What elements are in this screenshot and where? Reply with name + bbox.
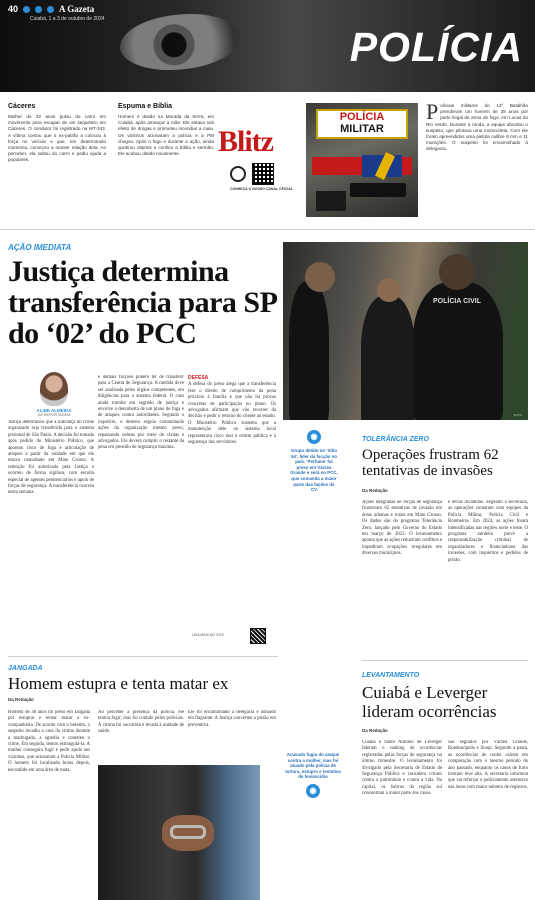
author-block [14,372,94,417]
article-column: Homem de 38 anos foi preso em Jangada por estuprar e tentar matar a ex-companheira. De acordo com o boletim, o suspeito invadiu a casa da vítima durante a madrugada, a agrediu e cometeu o crime. Em seguida, tentou estrangulá-la. A mulher conseguiu fugir e pedir ajuda aos vizinhos, que acionaram a Polícia Militar. O homem foi localizado horas depois, escondido em uma área de mata. [8,710,90,773]
camera-icon: ◉ [306,784,320,798]
article-column: e demais facções podem ter de transferir para a Centra de Segurança. A medida deve ser analisada pelos órgãos competentes, em diligências para o sistema federal. O caso ainda tramita em segredo de justiça e envolve a descoberta de um plano de fuga e de ataques contra autoridades. Segundo o inquérito, o detento seguia comandando ações da organização mesmo preso, repassando ordens por meio de visitas e advogados. Ele deverá cumprir o restante da pena em presídio de segurança máxima. [98,375,184,451]
brief-lucas [426,99,528,153]
blitz-note: CONHEÇA O NOSSO CANAL OFICIAL [230,187,294,191]
brief-text: Homem é detido na Morada da Serra, em Cuiabá, após ameaçar a mãe. Ele estava sob efeito de drogas e prometeu incendiar a casa. Os vizinhos acionaram a polícia e a PM chegou. Após o fogo e durante a ação, ainda quebrou objetos e confiou a bíblia e sermão. Ele acabou detido novamente. [118,114,214,157]
divider [362,660,528,661]
author-name: ALINE ALMEIDA [36,408,72,413]
article-column: são seguidos por Várzea Grande, Rondonópolis e Sinop. Segundo a pasta, as ocorrências de roubo caíram em comparação com o mesmo período do ano passado, enquanto os casos de furto tiveram leve alta. A secretaria informou que vai reforçar o policiamento ostensivo nas áreas com maior número de registros. [448,740,528,790]
article-column: Cuiabá e Santo Antônio de Leverger lideram o ranking de ocorrências registradas pelas forças de segurança no último trimestre. O levantamento foi divulgado pela Secretaria de Estado de Segurança Pública e considera crimes contra o patrimônio e contra a vida. Na capital, os bairros da região sul concentram a maior parte dos casos. [362,740,442,797]
byline: Da Redação [362,728,388,733]
brief-text: Mulher de 32 anos pulou do carro em movimento para escapar de um sequestro em Cáceres. O condutor foi registrado na MT-343. A vítima contou que o ex-patrão a colocou à força no veículo e que, em determinado momento, começou a manter relação dela. Ao perceber, ela saltou do carro e pediu ajuda a populares. [8,114,106,163]
brand-name: A Gazeta [59,4,95,14]
byline: Da Redação [362,488,388,493]
whatsapp-icon [230,166,246,182]
article-column: Ele foi encaminhado à delegacia e autuado em flagrante. A Justiça converteu a prisão em preventiva. [188,710,276,728]
officer-figure [289,282,329,420]
suspect-head [377,278,401,302]
story-kicker: AÇÃO IMEDIATA [8,243,72,252]
brief-espuma [118,103,214,157]
briefs-strip [0,95,535,230]
qr-code-icon[interactable] [252,163,274,185]
story-headline[interactable]: Cuiabá e Leverger lideram ocorrências [362,683,497,721]
suspect-figure [361,296,415,420]
defesa-label: DEFESA [188,375,209,381]
camera-icon: ◉ [307,430,321,444]
military-police-image [306,103,418,217]
story-headline[interactable]: Homem estupra e tenta matar ex [8,674,229,693]
page-number: 40 [8,4,19,14]
photo-credit: FOTO [513,413,522,417]
byline: Da Redação [8,697,34,702]
brief-caceres [8,103,106,164]
blitz-promo[interactable] [218,125,298,191]
divider [8,656,278,657]
officer-head [439,254,475,290]
brand-dot-icon [47,6,54,13]
qr-code-icon[interactable] [250,628,266,644]
blitz-logo: Blitz [218,125,273,158]
main-headline[interactable]: Justiça determina transferência para SP do ‘02’ do PCC [8,255,276,350]
story-kicker: TOLERÂNCIA ZERO [362,436,429,443]
ammo-image [316,191,346,211]
article-column: DEFESA A defesa do preso alega que a transferência fere o direito de cumprimento da pena próximo à família e que não há provas concretas de participação no plano. Os advogados afirmam que vão recorrer da decisão e pedir o retorno do cliente ao estado. O Ministério Público sustenta que a manutenção dele no sistema local representava risco real à ordem pública e à segurança dos servidores. [188,375,276,446]
drop-cap: P [426,99,439,124]
author-avatar [40,372,68,406]
section-title: POLÍCIA [349,24,523,70]
date-line: Cuiabá, 1 a 3 de outubro de 2024 [30,16,105,22]
handcuffs-photo [98,765,260,900]
brand-dot-icon [35,6,42,13]
author-role: DA REPORTAGEM [37,413,71,417]
eye-image [120,14,240,70]
vest-label: POLÍCIA CIVIL [433,298,481,305]
story-kicker: JANGADA [8,665,43,672]
brief-title: Espuma e Bíblia [118,103,173,110]
brief-text: Policiais militares do 12º Batalhão prenderam um homem de 28 anos por porte ilegal de arma de fogo, em Lucas do Rio Verde. Durante a ronda, a equipe abordou o suspeito, que pilotava uma motocicleta. Com ele foram apreendidos uma pistola calibre 9 mm e 11 munições. O suspeito foi encaminhado à delegacia. [426,99,528,152]
photo-caption: ◉ Grupo detido no ‘Sítio 64’, líder da facção no país. ‘Perfume’ foi preso em Várzea Grande e será no PCC, que comanda a maior parte das fações do CV [290,432,338,493]
brief-title: Cáceres [8,103,36,110]
article-column: Justiça determinou que a liderança do crime organizado seja transferida para o sistema prisional de São Paulo. A decisão foi tomada após pedido do Ministério Público, que apontou risco de fuga e articulação de ataques a partir da unidade em que ele estava custodiado em Mato Grosso. A remoção foi autorizada pela Justiça e ocorreu de forma sigilosa, com escolta especial de agentes penitenciários e apoio de forças de segurança. A transferência ocorreu nesta semana. [8,420,94,496]
police-operation-photo [283,242,528,420]
pm-banner: POLÍCIA MILITAR [316,109,408,139]
article-column: Ações integradas de forças de segurança frustraram 62 tentativas de invasão em áreas urbanas e rurais em Mato Grosso. Os dados são do programa Tolerância Zero, lançado pelo Governo do Estado em março de 2023. O levantamento aponta que as ações reduziram conflitos e impediram ocupações irregulares em diversos municípios. [362,500,442,557]
masthead [8,4,94,14]
article-column: Ao perceber a presença da polícia, ele tentou fugir, mas foi contido pelos policiais. A vítima foi socorrida e levada à unidade de saúde. [98,710,184,735]
story-kicker: LEVANTAMENTO [362,672,420,679]
officer-head [305,262,335,292]
brand-dot-icon [23,6,30,13]
pistol-image [350,183,406,197]
qr-caption: LEIA MAIS NO SITE [192,633,224,637]
section-header [0,0,535,92]
article-column: e terras invadidas. Segundo a secretaria, as operações contaram com equipes da Polícia Militar, Polícia Civil e Bombeiros. Em 2024, as ações foram intensificadas nas regiões norte e leste. O programa também prevê a responsabilização criminal de organizadores e financiadores das invasões, com inquéritos e pedidos de prisão. [448,500,528,563]
handcuffs-image [170,825,206,839]
photo-caption: Acusado fugiu do ataque contra a mulher, mas foi atuado pela polícia de tortura, estupro e tentativa de feminicídio ◉ [285,752,341,802]
story-headline[interactable]: Operações frustram 62 tentativas de invasões [362,447,499,479]
